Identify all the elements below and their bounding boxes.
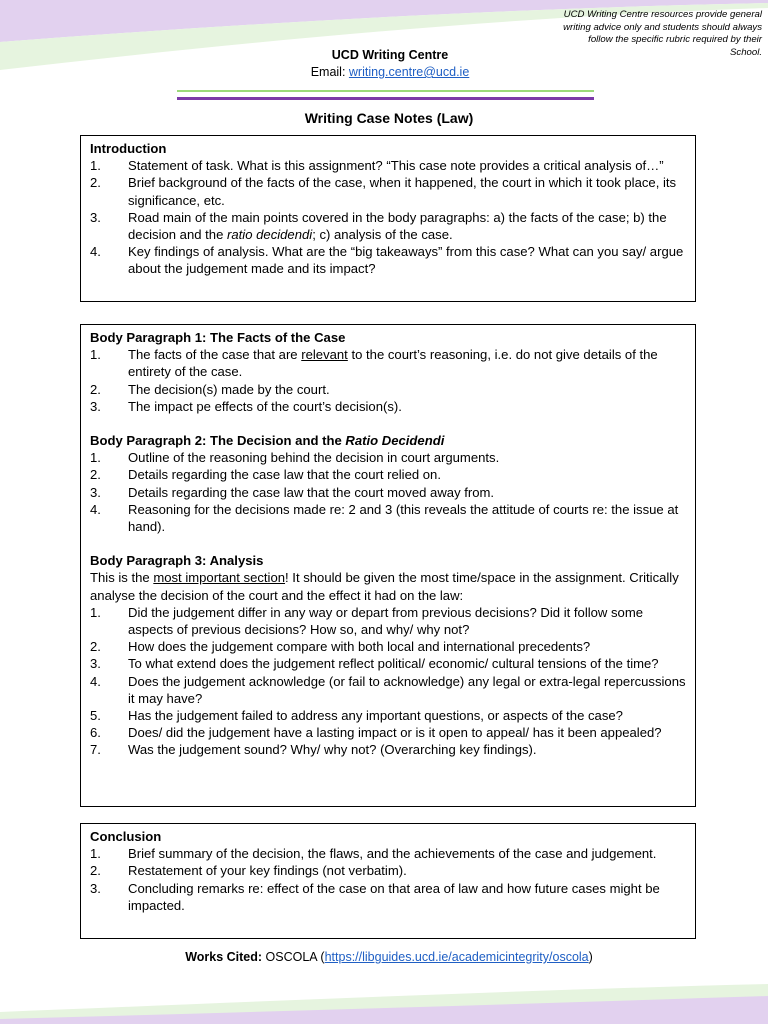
section-heading: Body Paragraph 2: The Decision and the Ratio Decidendi [90,433,445,449]
section-heading: Introduction [90,141,167,156]
list-item: 4. Key findings of analysis. What are the “big takeaways” from this case? What can you say/ argue about the judgement made and its impact? [90,244,684,277]
list-item: 2. How does the judgement compare with both local and international precedents? [90,639,591,655]
list-item: 3. Concluding remarks re: effect of the case on that area of law and how future cases might be impacted. [90,880,660,913]
works-cited-source: OSCOLA ( [265,950,325,964]
green-divider [177,90,594,92]
list-item: 2. Restatement of your key findings (not verbatim). [90,863,407,879]
page-title: Writing Case Notes (Law) [304,110,474,126]
oscola-link[interactable]: https://libguides.ucd.ie/academicintegrity/oscola [324,950,589,964]
section-heading: Body Paragraph 3: Analysis [90,553,264,569]
list-item: 2. Details regarding the case law that the court relied on. [90,467,441,483]
list-item: 3. To what extend does the judgement reflect political/ economic/ cultural tensions of the time? [90,656,659,672]
list-item: 1. Brief summary of the decision, the flaws, and the achievements of the case and judgement. [90,846,657,862]
list-item: 3. Details regarding the case law that the court moved away from. [90,484,495,500]
list-item: 3. Road main of the main points covered in the body paragraphs: a) the facts of the case; b) the decision and the ratio decidendi; c) analysis of the case. [90,209,667,243]
list-item: 4. Does the judgement acknowledge (or fail to acknowledge) any legal or extra-legal repercussions it may have? [90,673,686,706]
works-cited: Works Cited: OSCOLA (https://libguides.ucd.ie/academicintegrity/oscola) [185,950,593,964]
introduction-box [80,135,696,302]
list-item: 1. The facts of the case that are relevant to the court’s reasoning, i.e. do not give details of the entirety of the case. [90,347,658,380]
section-heading: Body Paragraph 1: The Facts of the Case [90,330,346,345]
body-paragraphs-box [80,324,696,807]
list-item: 5. Has the judgement failed to address any important questions, or aspects of the case? [90,708,623,724]
purple-divider [177,97,594,100]
email-label: Email: [310,65,346,79]
section-heading: Conclusion [90,829,162,844]
header [200,47,580,81]
list-item: 7. Was the judgement sound? Why/ why not? (Overarching key findings). [90,742,537,758]
email-link[interactable]: writing.centre@ucd.ie [348,65,470,79]
org-name: UCD Writing Centre [331,48,449,62]
list-item: 3. The impact pe effects of the court’s decision(s). [90,398,402,414]
analysis-intro: This is the most important section! It should be given the most time/space in the assignment. Critically analyse the decision of the court and the effect it had on the law: [90,570,679,603]
list-item: 6. Does/ did the judgement have a lasting impact or is it open to appeal/ has it been appealed? [90,725,662,741]
email-line [200,64,580,81]
list-item: 4. Reasoning for the decisions made re: 2 and 3 (this reveals the attitude of courts re: the issue at hand). [90,501,679,535]
list-item: 2. The decision(s) made by the court. [90,381,330,397]
disclaimer-note: UCD Writing Centre resources provide general writing advice only and students should always follow the specific rubric required by their School. [563,9,762,58]
conclusion-box [80,823,696,939]
list-item: 2. Brief background of the facts of the case, when it happened, the court in which it took place, its significance, etc. [90,175,677,208]
list-item: 1. Did the judgement differ in any way or depart from previous decisions? Did it follow some aspects of previous decisions? How so, and why/ why not? [90,604,644,638]
list-item: 1. Outline of the reasoning behind the decision in court arguments. [90,450,500,466]
works-cited-label: Works Cited: [185,950,263,964]
list-item: 1. Statement of task. What is this assignment? “This case note provides a critical analysis of…” [90,158,664,174]
